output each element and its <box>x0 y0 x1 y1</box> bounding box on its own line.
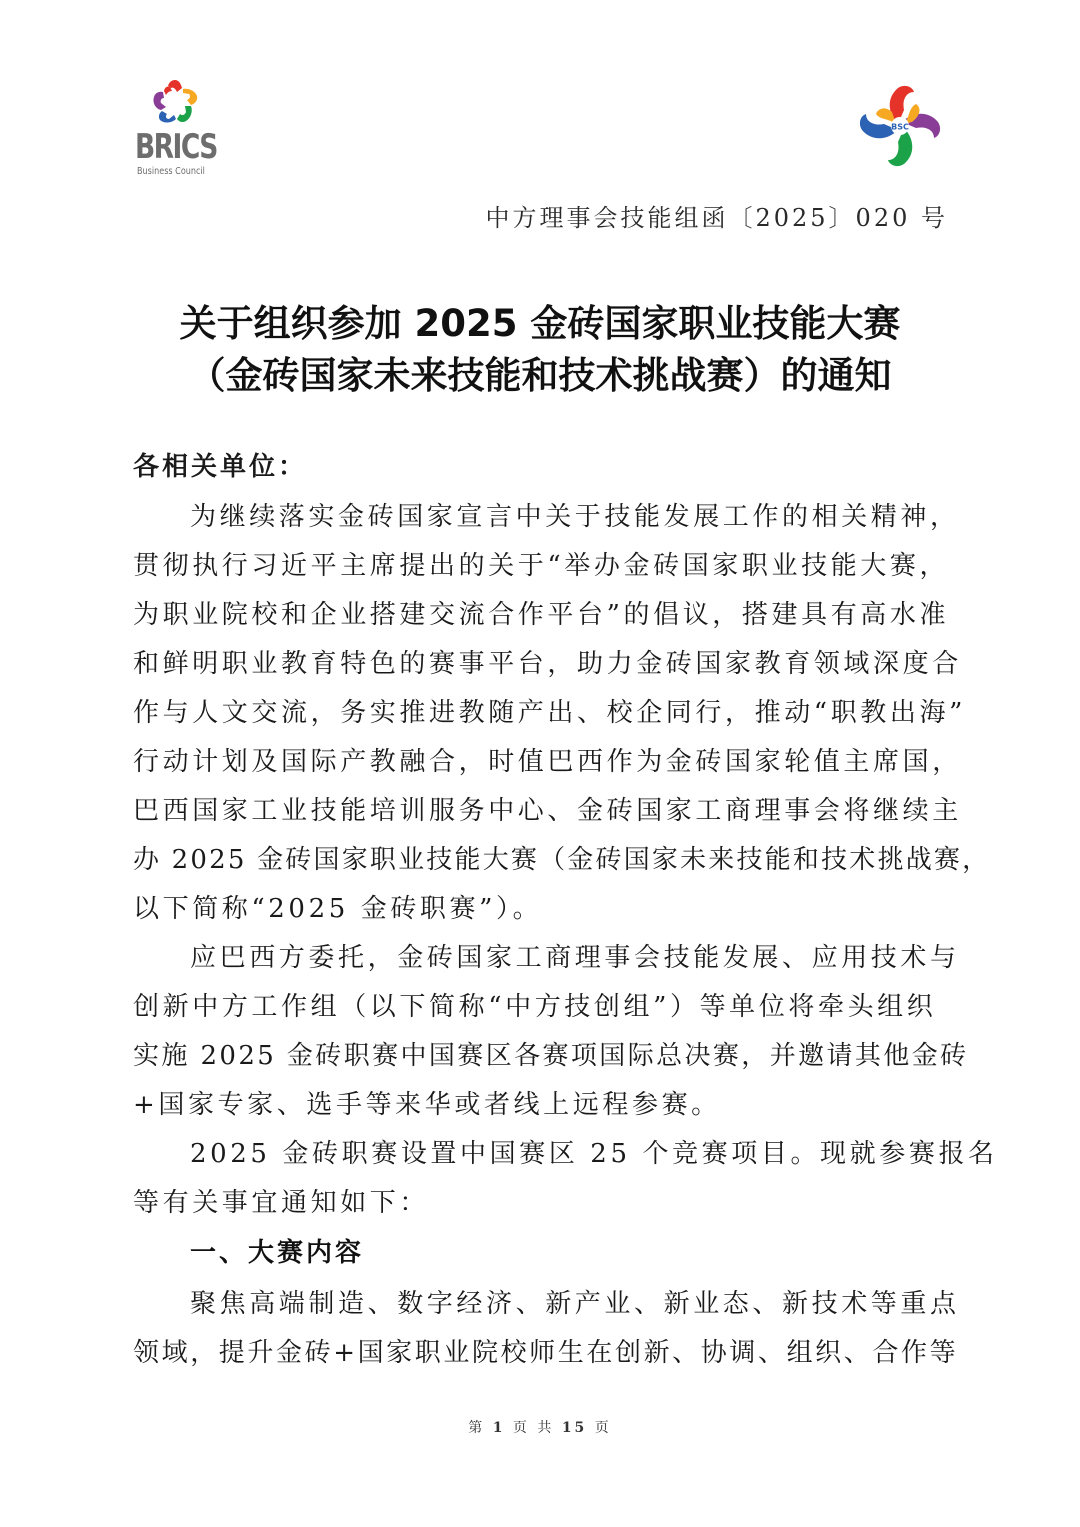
pinwheel-icon <box>858 84 942 168</box>
paragraph-line: 办 2025 金砖国家职业技能大赛（金砖国家未来技能和技术挑战赛， <box>133 845 991 875</box>
page-footer <box>0 1417 1080 1437</box>
footer-prefix: 第 <box>468 1420 486 1436</box>
brics-wordmark: BRICS <box>135 127 217 167</box>
paragraph-line: 等有关事宜通知如下： <box>133 1188 430 1218</box>
brics-star-icon <box>149 78 201 126</box>
bsc-logo-text: BSC <box>891 122 909 132</box>
paragraph-line: 2025 金砖职赛设置中国赛区 25 个竞赛项目。现就参赛报名 <box>190 1139 998 1169</box>
paragraph-line: 和鲜明职业教育特色的赛事平台，助力金砖国家教育领域深度合 <box>133 649 962 679</box>
section-heading: 一、大赛内容 <box>190 1238 365 1268</box>
brics-business-council-logo <box>135 78 217 182</box>
paragraph-line: 贯彻执行习近平主席提出的关于“举办金砖国家职业技能大赛， <box>133 551 950 581</box>
bsc-pinwheel-logo <box>858 84 942 168</box>
paragraph-line: 应巴西方委托，金砖国家工商理事会技能发展、应用技术与 <box>190 943 960 973</box>
paragraph-line: 实施 2025 金砖职赛中国赛区各赛项国际总决赛，并邀请其他金砖 <box>133 1041 969 1071</box>
salutation: 各相关单位： <box>133 452 308 482</box>
paragraph-line: 聚焦高端制造、数字经济、新产业、新业态、新技术等重点 <box>190 1289 960 1319</box>
document-number: 中方理事会技能组函〔2025〕020 号 <box>485 204 948 232</box>
paragraph-line: 为职业院校和企业搭建交流合作平台”的倡议，搭建具有高水准 <box>133 600 950 630</box>
document-title-line-1: 关于组织参加 2025 金砖国家职业技能大赛 <box>179 302 901 345</box>
paragraph-line: 领域，提升金砖+国家职业院校师生在创新、协调、组织、合作等 <box>133 1338 959 1368</box>
document-title-line-2: （金砖国家未来技能和技术挑战赛）的通知 <box>188 354 892 397</box>
paragraph-line: +国家专家、选手等来华或者线上远程参赛。 <box>133 1090 721 1120</box>
paragraph-line: 以下简称“2025 金砖职赛”）。 <box>133 894 543 924</box>
paragraph-line: 行动计划及国际产教融合，时值巴西作为金砖国家轮值主席国， <box>133 747 962 777</box>
paragraph-line: 作与人文交流，务实推进教随产出、校企同行，推动“职教出海” <box>133 698 966 728</box>
footer-suffix: 页 <box>594 1420 612 1436</box>
paragraph-line: 为继续落实金砖国家宣言中关于技能发展工作的相关精神， <box>190 502 960 532</box>
current-page-number: 1 <box>492 1420 506 1436</box>
paragraph-line: 巴西国家工业技能培训服务中心、金砖国家工商理事会将继续主 <box>133 796 962 826</box>
brics-subtitle: Business Council <box>137 166 205 177</box>
paragraph-line: 创新中方工作组（以下简称“中方技创组”）等单位将牵头组织 <box>133 992 937 1022</box>
footer-middle: 页 共 <box>512 1420 555 1436</box>
total-pages: 15 <box>561 1420 588 1436</box>
